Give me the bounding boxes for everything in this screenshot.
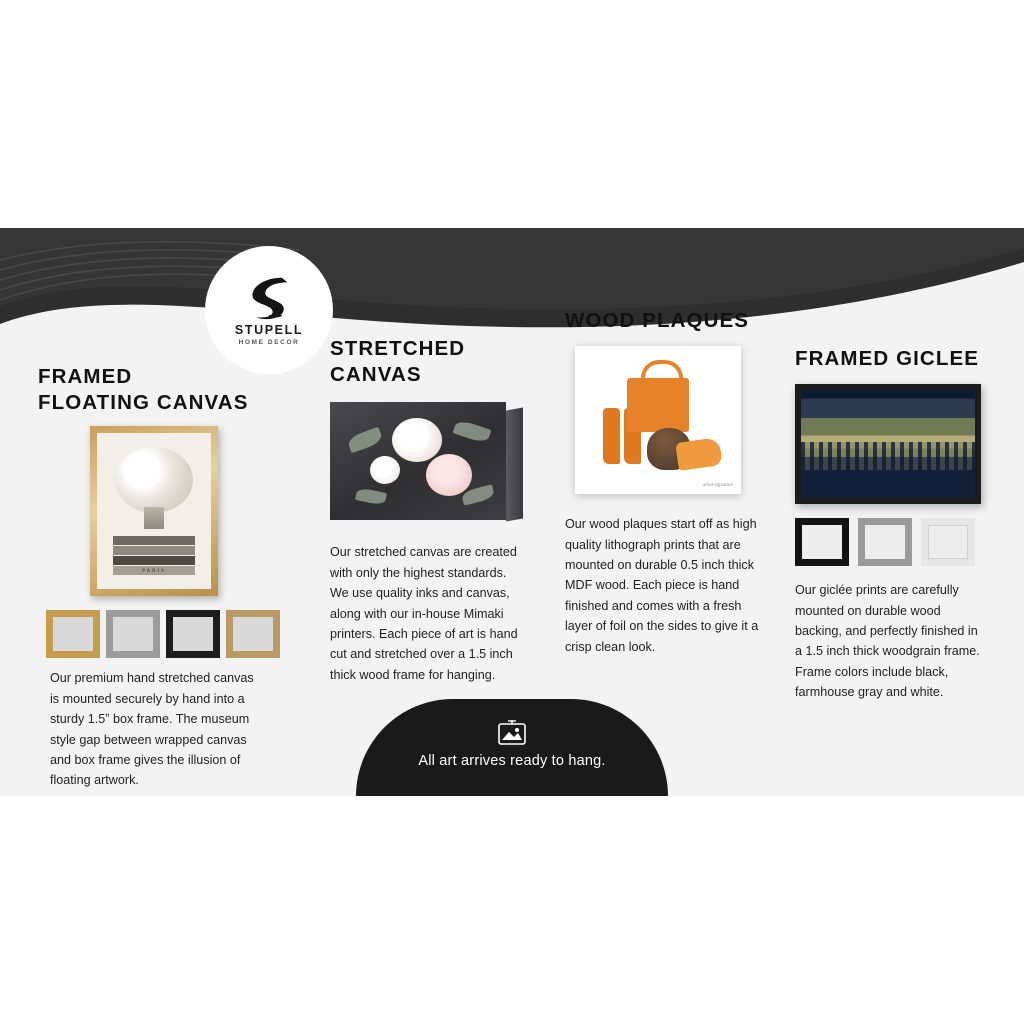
gray-frame-swatch (106, 610, 160, 658)
column-body-framed-giclee: Our giclée prints are carefully mounted on durable wood backing, and perfectly finished in a 1.5 inch thick woodgrain frame. Frame colors include black, farmhouse gray and white. (795, 583, 980, 700)
gold-frame-swatch (46, 610, 100, 658)
framed-picture-icon (495, 719, 529, 747)
book-stack-graphic (113, 536, 195, 545)
column-framed-floating-canvas (38, 364, 290, 791)
column-body-stretched-canvas: Our stretched canvas are created with only the highest standards. We use quality inks and canvas, along with our in-house Mimaki printers. Each piece of art is hand cut and stretched over a 1.5 inch thick wood frame for hanging. (330, 545, 518, 682)
framed-floating-canvas-artwork (90, 426, 218, 596)
hydrangea-bouquet-graphic (115, 447, 193, 513)
eucalyptus-leaf-graphic (355, 487, 387, 506)
artist-signature: artist-signature (703, 483, 733, 489)
giclee-frame-color-swatches (795, 518, 995, 566)
brand-name: STUPELL (234, 322, 304, 337)
white-anemone-graphic (392, 418, 442, 462)
canvas-face (330, 402, 506, 520)
wood-plaque-artwork (575, 346, 741, 494)
column-framed-giclee (795, 346, 995, 703)
black-frame-swatch (166, 610, 220, 658)
eucalyptus-leaf-graphic (453, 419, 492, 444)
orange-boot-graphic (603, 408, 620, 464)
column-title-wood-plaques: WOOD PLAQUES (565, 309, 750, 332)
white-frame-swatch (921, 518, 975, 566)
column-title-line2: FLOATING CANVAS (38, 391, 249, 415)
orange-scarf-graphic (675, 437, 722, 471)
stretched-canvas-artwork (330, 402, 526, 520)
bronze-frame-swatch (226, 610, 280, 658)
farmhouse-gray-frame-swatch (858, 518, 912, 566)
orange-handbag-graphic (627, 378, 689, 432)
column-body-framed-floating-canvas: Our premium hand stretched canvas is mounted securely by hand into a sturdy 1.5ˮ box frame. The museum style gap between wrapped canvas and box frame gives the illusion of floating artwork. (50, 671, 254, 788)
column-title-stretched-canvas (330, 336, 535, 388)
ready-to-hang-banner (356, 699, 668, 796)
abstract-landscape-graphic (801, 390, 975, 498)
column-title-framed-giclee: FRAMED GICLEE (795, 347, 979, 370)
black-frame-swatch (795, 518, 849, 566)
vase-graphic (144, 507, 164, 529)
product-construction-infographic (0, 228, 1024, 796)
framed-giclee-artwork (795, 384, 981, 504)
ready-to-hang-text: All art arrives ready to hang. (418, 753, 606, 769)
brand-tagline: HOME DECOR (238, 338, 300, 346)
column-wood-plaques (565, 308, 765, 657)
canvas-side-edge (506, 408, 523, 522)
eucalyptus-leaf-graphic (346, 427, 383, 454)
white-rose-graphic (370, 456, 400, 484)
book-stack-graphic (113, 556, 195, 565)
stupell-swoosh-logo-icon (241, 275, 297, 321)
column-body-wood-plaques: Our wood plaques start off as high quality lithograph prints that are mounted on durable 0.5 inch thick MDF wood. Each piece is hand finished and comes with a fresh layer of foil on the sides to give it a crisp clean look. (565, 517, 759, 654)
frame-color-swatches (46, 610, 290, 658)
column-title-line1: FRAMED (38, 365, 133, 388)
pink-rose-graphic (426, 454, 472, 496)
column-title-line2: CANVAS (330, 363, 422, 387)
brand-logo (205, 246, 333, 374)
artwork-caption: PARIS (142, 569, 166, 575)
column-title-line1: STRETCHED (330, 337, 466, 360)
column-stretched-canvas (330, 336, 535, 685)
book-stack-graphic (113, 546, 195, 555)
